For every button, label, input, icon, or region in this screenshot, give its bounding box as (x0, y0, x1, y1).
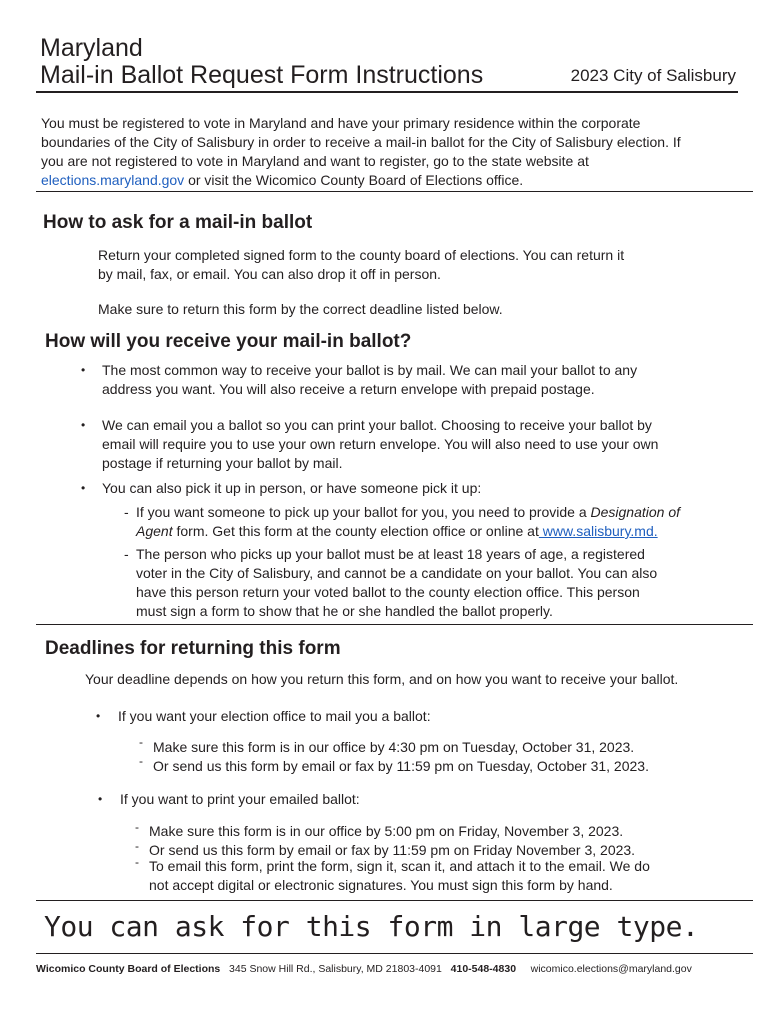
paragraph-line: by mail, fax, or email. You can also drop it off in person. (98, 266, 441, 282)
intro-line: You must be registered to vote in Maryland and have your primary residence within the corporate (41, 115, 641, 131)
list-line (136, 503, 746, 522)
deadline-item: Or send us this form by email or fax by 11:59 pm on Friday November 3, 2023. (149, 842, 636, 858)
dash-icon: - (124, 546, 129, 562)
sub-list-item (136, 503, 746, 541)
dash-icon: - (139, 754, 143, 768)
list-line: To email this form, print the form, sign it, scan it, and attach it to the email. We do (149, 858, 650, 874)
header-divider (36, 91, 738, 93)
designation-form-name: Agent (136, 523, 173, 539)
list-line: The most common way to receive your ballot is by mail. We can mail your ballot to any (102, 362, 638, 378)
dash-icon: - (124, 504, 129, 520)
section-heading-receive-ballot: How will you receive your mail-in ballot? (45, 331, 412, 352)
list-line: must sign a form to show that he or she handled the ballot properly. (136, 603, 553, 619)
list-line: address you want. You will also receive a return envelope with prepaid postage. (102, 381, 595, 397)
list-line: We can email you a ballot so you can print your ballot. Choosing to receive your ballot by (102, 417, 652, 433)
list-line (136, 522, 746, 541)
footer (36, 963, 692, 975)
list-text: form. Get this form at the county election office or online at (172, 523, 539, 539)
dash-icon: - (135, 855, 139, 869)
bullet-icon: • (81, 418, 86, 432)
divider (36, 624, 753, 625)
deadline-note: Make sure to return this form by the correct deadline listed below. (98, 301, 503, 317)
divider (36, 900, 753, 901)
list-line: not accept digital or electronic signatures. You must sign this form by hand. (149, 877, 613, 893)
intro-paragraph (41, 114, 741, 190)
intro-line: boundaries of the City of Salisbury in order to receive a mail-in ballot for the City of Salisbury election. If (41, 134, 681, 150)
list-item: You can also pick it up in person, or have someone pick it up: (102, 480, 482, 496)
intro-line (41, 171, 741, 190)
page-title: Mail-in Ballot Request Form Instructions (40, 61, 484, 89)
salisbury-link[interactable]: www.salisbury.md. (538, 523, 658, 539)
deadlines-intro: Your deadline depends on how you return this form, and on how you want to receive your ballot. (85, 671, 679, 687)
list-item (102, 361, 742, 399)
deadline-item: Make sure this form is in our office by 4:30 pm on Tuesday, October 31, 2023. (153, 739, 635, 755)
list-item (102, 416, 742, 473)
list-text: If you want someone to pick up your ballot for you, you need to provide a (136, 504, 591, 520)
footer-address: 345 Snow Hill Rd., Salisbury, MD 21803-4091 (229, 963, 442, 975)
dash-icon: - (139, 735, 143, 749)
divider (36, 953, 753, 954)
bullet-icon: • (98, 792, 103, 806)
dash-icon: - (135, 820, 139, 834)
sub-list-item (136, 545, 746, 621)
deadline-item: Make sure this form is in our office by 5:00 pm on Friday, November 3, 2023. (149, 823, 624, 839)
dash-icon: - (135, 839, 139, 853)
footer-email[interactable]: wicomico.elections@maryland.gov (530, 963, 692, 975)
section-heading-how-to-ask: How to ask for a mail-in ballot (43, 212, 313, 233)
designation-form-name: Designation of (590, 504, 681, 520)
list-item: If you want your election office to mail you a ballot: (118, 708, 431, 724)
divider (36, 191, 753, 192)
bullet-icon: • (81, 363, 86, 377)
list-line: voter in the City of Salisbury, and cannot be a candidate on your ballot. You can also (136, 565, 658, 581)
list-item: If you want to print your emailed ballot: (120, 791, 360, 807)
deadline-item (149, 857, 749, 895)
bullet-icon: • (81, 481, 86, 495)
elections-link[interactable]: elections.maryland.gov (41, 172, 185, 188)
section1-paragraph (98, 246, 738, 284)
intro-line: you are not registered to vote in Maryland and want to register, go to the state website at (41, 153, 589, 169)
intro-text: or visit the Wicomico County Board of Elections office. (184, 172, 524, 188)
paragraph-line: Return your completed signed form to the county board of elections. You can return it (98, 247, 625, 263)
footer-org: Wicomico County Board of Elections (36, 963, 221, 975)
large-type-notice: You can ask for this form in large type. (44, 910, 699, 943)
title-line-1: Maryland (40, 34, 143, 62)
deadline-item: Or send us this form by email or fax by 11:59 pm on Tuesday, October 31, 2023. (153, 758, 649, 774)
list-line: email will require you to use your own return envelope. You will also need to use your own (102, 436, 659, 452)
list-line: The person who picks up your ballot must be at least 18 years of age, a registered (136, 546, 645, 562)
footer-phone: 410-548-4830 (450, 963, 517, 975)
list-line: have this person return your voted ballot to the county election office. This person (136, 584, 640, 600)
bullet-icon: • (96, 709, 101, 723)
year-city-label: 2023 City of Salisbury (570, 66, 736, 85)
list-line: postage if returning your ballot by mail. (102, 455, 343, 471)
section-heading-deadlines: Deadlines for returning this form (45, 638, 341, 659)
